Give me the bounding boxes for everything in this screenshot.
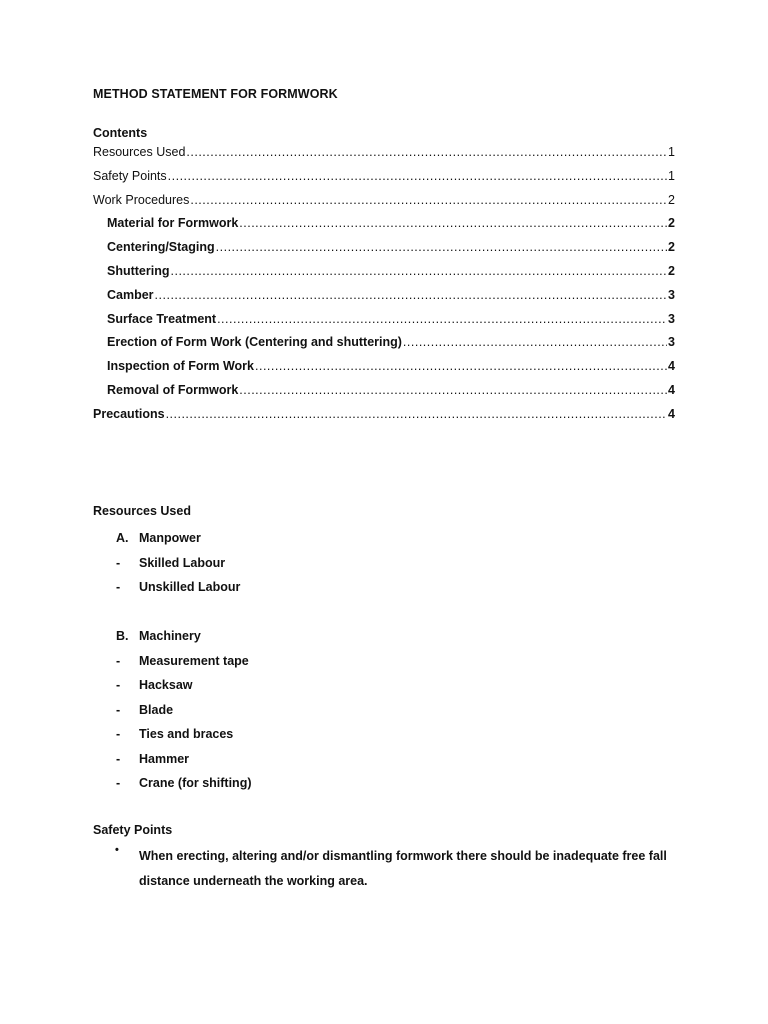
toc-page-number: 2 <box>668 192 675 207</box>
list-marker: B. <box>116 629 129 643</box>
toc-page-number: 3 <box>668 335 675 350</box>
safety-points-heading: Safety Points <box>93 823 173 837</box>
document-title: METHOD STATEMENT FOR FORMWORK <box>93 87 338 101</box>
list-marker: A. <box>116 531 129 545</box>
toc-entry-removal-of-formwork[interactable] <box>93 381 675 405</box>
toc-page-number: 2 <box>668 240 675 255</box>
toc-entry-label: Material for Formwork <box>107 216 239 231</box>
toc-page-number: 4 <box>668 406 675 421</box>
table-of-contents <box>93 143 675 429</box>
toc-page-number: 2 <box>668 216 675 231</box>
list-item-hacksaw <box>93 676 693 701</box>
toc-dot-leader <box>255 357 667 375</box>
dash-marker: - <box>116 751 121 766</box>
toc-entry-label: Erection of Form Work (Centering and shuttering) <box>107 335 402 350</box>
toc-entry-label: Camber <box>107 287 154 302</box>
toc-entry-label: Safety Points <box>93 168 167 183</box>
machinery-list <box>93 627 693 799</box>
toc-page-number: 4 <box>668 359 675 374</box>
toc-dot-leader <box>217 310 667 328</box>
contents-heading: Contents <box>93 126 148 140</box>
toc-dot-leader <box>155 286 668 304</box>
toc-page-number: 1 <box>668 168 675 183</box>
list-item-skilled-labour <box>93 554 693 579</box>
toc-entry-label: Precautions <box>93 406 165 421</box>
toc-entry-label: Surface Treatment <box>107 311 217 326</box>
dash-marker: - <box>116 702 121 717</box>
toc-dot-leader <box>239 214 667 232</box>
toc-dot-leader <box>216 238 667 256</box>
toc-entry-label: Shuttering <box>107 263 170 278</box>
dash-marker: - <box>116 555 121 570</box>
toc-dot-leader <box>190 191 667 209</box>
list-item-crane <box>93 774 693 799</box>
toc-entry-material-for-formwork[interactable] <box>93 214 675 238</box>
toc-entry-label: Work Procedures <box>93 192 190 207</box>
safety-bullet-text: When erecting, altering and/or dismantling formwork there should be inadequate free fall distance underneath the working area. <box>139 849 667 888</box>
toc-page-number: 3 <box>668 311 675 326</box>
toc-entry-precautions[interactable] <box>93 405 675 429</box>
manpower-list <box>93 529 693 603</box>
toc-entry-work-procedures[interactable] <box>93 191 675 215</box>
toc-entry-label: Inspection of Form Work <box>107 359 254 374</box>
toc-dot-leader <box>239 381 667 399</box>
list-item-blade <box>93 701 693 726</box>
bullet-icon: • <box>115 844 119 856</box>
list-item-label: Crane (for shifting) <box>139 776 252 790</box>
toc-dot-leader <box>168 167 667 185</box>
toc-entry-erection-of-form-work[interactable] <box>93 333 675 357</box>
toc-page-number: 4 <box>668 382 675 397</box>
list-item-label: Measurement tape <box>139 653 249 668</box>
list-item-label: Hacksaw <box>139 678 193 692</box>
toc-entry-resources-used[interactable] <box>93 143 675 167</box>
toc-dot-leader <box>171 262 668 280</box>
list-item-label: Manpower <box>139 531 201 545</box>
list-item-manpower <box>93 529 693 554</box>
toc-entry-label: Removal of Formwork <box>107 382 239 397</box>
resources-used-heading: Resources Used <box>93 504 191 518</box>
list-item-measurement-tape <box>93 652 693 677</box>
list-item-label: Unskilled Labour <box>139 580 241 594</box>
dash-marker: - <box>116 776 121 790</box>
list-item-unskilled-labour <box>93 578 693 603</box>
toc-page-number: 1 <box>668 145 675 159</box>
toc-entry-shuttering[interactable] <box>93 262 675 286</box>
toc-dot-leader <box>166 405 667 423</box>
list-item-ties-and-braces <box>93 725 693 750</box>
list-item-label: Machinery <box>139 629 201 643</box>
dash-marker: - <box>116 580 121 594</box>
dash-marker: - <box>116 678 121 692</box>
list-item-label: Skilled Labour <box>139 555 226 570</box>
list-item-label: Ties and braces <box>139 727 234 741</box>
toc-dot-leader <box>403 333 667 351</box>
dash-marker: - <box>116 727 121 741</box>
list-item-hammer <box>93 750 693 775</box>
toc-entry-surface-treatment[interactable] <box>93 310 675 334</box>
dash-marker: - <box>116 653 121 668</box>
toc-entry-inspection-of-form-work[interactable] <box>93 357 675 381</box>
list-item-label: Hammer <box>139 751 190 766</box>
toc-entry-centering-staging[interactable] <box>93 238 675 262</box>
toc-entry-label: Centering/Staging <box>107 240 215 255</box>
list-item-label: Blade <box>139 702 174 717</box>
toc-entry-camber[interactable] <box>93 286 675 310</box>
toc-entry-label: Resources Used <box>93 145 186 159</box>
list-item-machinery <box>93 627 693 652</box>
toc-entry-safety-points[interactable] <box>93 167 675 191</box>
toc-dot-leader <box>186 143 667 161</box>
toc-page-number: 2 <box>668 263 675 278</box>
toc-page-number: 3 <box>668 287 675 302</box>
